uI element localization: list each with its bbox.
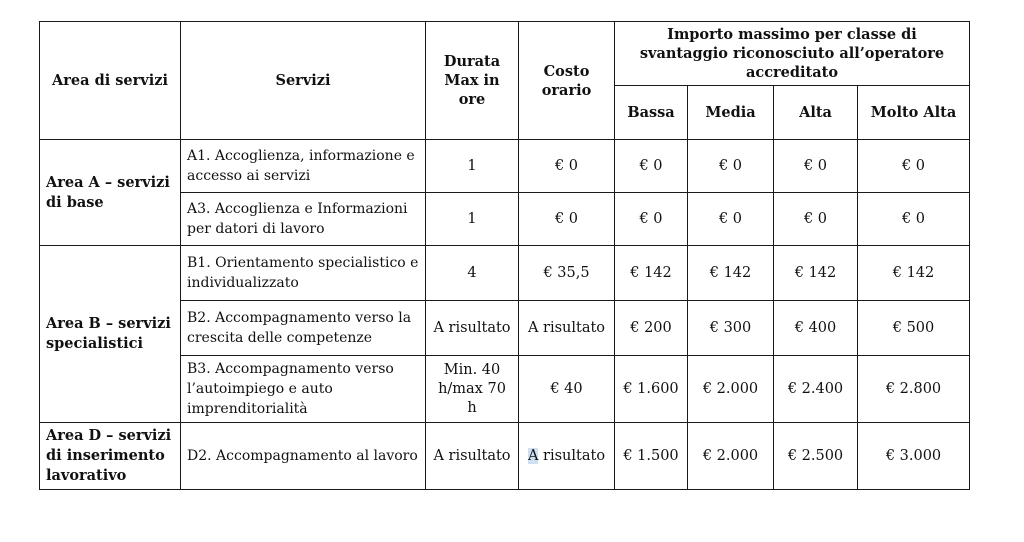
bassa-cell: € 0 [615, 193, 688, 246]
durata-cell: 4 [426, 246, 519, 301]
durata-cell: Min. 40 h/max 70 h [426, 356, 519, 423]
alta-cell: € 0 [774, 193, 858, 246]
media-cell: € 2.000 [688, 356, 774, 423]
services-cost-table [39, 21, 970, 490]
durata-cell: 1 [426, 140, 519, 193]
bassa-cell: € 1.500 [615, 423, 688, 490]
costo-cell: € 0 [519, 193, 615, 246]
alta-cell: € 2.500 [774, 423, 858, 490]
header-costo: Costo orario [519, 22, 615, 140]
costo-cell [519, 423, 615, 490]
bassa-cell: € 0 [615, 140, 688, 193]
molto-alta-cell: € 2.800 [858, 356, 970, 423]
media-cell: € 0 [688, 140, 774, 193]
bassa-cell: € 200 [615, 301, 688, 356]
header-row-1 [40, 22, 970, 86]
media-cell: € 2.000 [688, 423, 774, 490]
durata-cell: A risultato [426, 301, 519, 356]
alta-cell: € 2.400 [774, 356, 858, 423]
alta-cell: € 0 [774, 140, 858, 193]
bassa-cell: € 142 [615, 246, 688, 301]
service-cell: B2. Accompagnamento verso la crescita delle competenze [181, 301, 426, 356]
costo-cell: € 35,5 [519, 246, 615, 301]
durata-cell: A risultato [426, 423, 519, 490]
service-cell: B1. Orientamento specialistico e individualizzato [181, 246, 426, 301]
area-a-cell: Area A – servizi di base [40, 140, 181, 246]
costo-cell: € 0 [519, 140, 615, 193]
molto-alta-cell: € 3.000 [858, 423, 970, 490]
text-selection-highlight[interactable]: A [527, 447, 539, 464]
service-cell: B3. Accompagnamento verso l’autoimpiego e auto imprenditorialità [181, 356, 426, 423]
area-d-cell: Area D – servizi di inserimento lavorativo [40, 423, 181, 490]
costo-cell: € 40 [519, 356, 615, 423]
media-cell: € 142 [688, 246, 774, 301]
header-importo: Importo massimo per classe di svantaggio riconosciuto all’operatore accreditato [615, 22, 970, 86]
media-cell: € 300 [688, 301, 774, 356]
header-class-media: Media [688, 86, 774, 140]
service-cell: D2. Accompagnamento al lavoro [181, 423, 426, 490]
alta-cell: € 400 [774, 301, 858, 356]
header-class-bassa: Bassa [615, 86, 688, 140]
durata-cell: 1 [426, 193, 519, 246]
molto-alta-cell: € 142 [858, 246, 970, 301]
table-row [40, 140, 970, 193]
header-class-alta: Alta [774, 86, 858, 140]
alta-cell: € 142 [774, 246, 858, 301]
service-cell: A1. Accoglienza, informazione e accesso ai servizi [181, 140, 426, 193]
table-row [40, 246, 970, 301]
table-row [40, 423, 970, 490]
header-servizi: Servizi [181, 22, 426, 140]
header-area: Area di servizi [40, 22, 181, 140]
header-class-molto-alta: Molto Alta [858, 86, 970, 140]
area-b-cell: Area B – servizi specialistici [40, 246, 181, 423]
service-cell: A3. Accoglienza e Informazioni per datori di lavoro [181, 193, 426, 246]
media-cell: € 0 [688, 193, 774, 246]
molto-alta-cell: € 0 [858, 193, 970, 246]
costo-text-rest: risultato [538, 447, 606, 464]
molto-alta-cell: € 0 [858, 140, 970, 193]
costo-cell: A risultato [519, 301, 615, 356]
header-durata: Durata Max in ore [426, 22, 519, 140]
bassa-cell: € 1.600 [615, 356, 688, 423]
molto-alta-cell: € 500 [858, 301, 970, 356]
